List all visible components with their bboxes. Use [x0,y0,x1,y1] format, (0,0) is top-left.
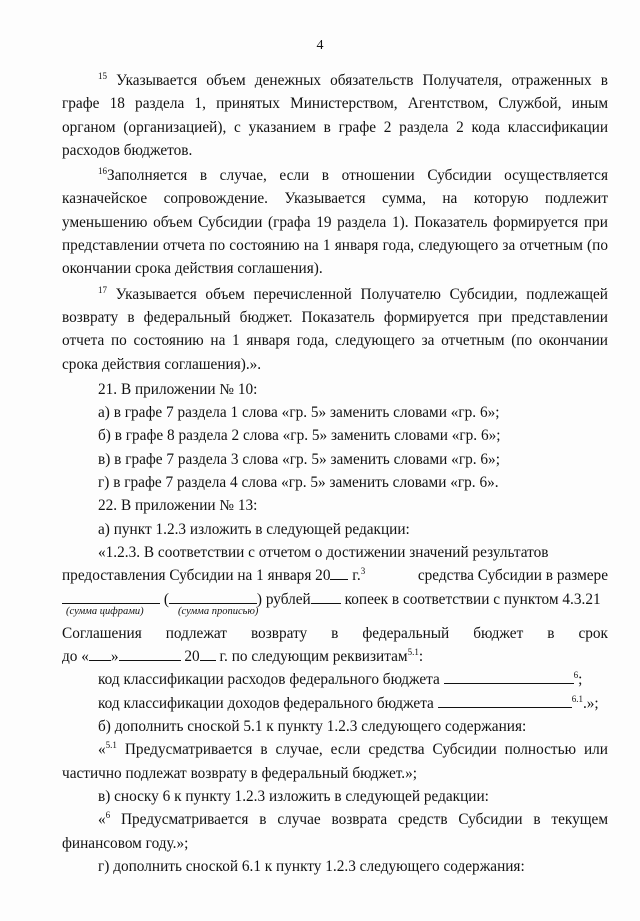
clause-text: г. [348,567,361,585]
clause-text: ; [578,671,583,689]
sum-digits-blank [62,588,160,604]
field-captions [62,605,608,622]
clause-text: предоставления Субсидии на 1 января 20 [62,567,331,585]
clause-text: копеек в соответствии с пунктом 4.3.21 [340,590,601,608]
kbk-expenses-blank [444,668,574,684]
clause-1-2-3 [62,541,608,715]
item-21-heading: 21. В приложении № 10: [98,380,258,398]
clause-text: » [110,648,119,666]
item-22-b: б) дополнить сноской 5.1 к пункту 1.2.3 следующего содержания: [98,718,527,736]
footnote-text: Предусматривается в случае возврата средств Субсидии в текущем финансовом году.»; [62,811,608,852]
clause-word: в [331,624,339,642]
kbk-income-blank [438,692,572,708]
footnote-mark: 15 [98,70,107,81]
item-21-b: б) в графе 8 раздела 2 слова «гр. 5» заменить словами «гр. 6»; [98,427,501,445]
footnote-ref: 6 [573,670,579,681]
clause-text: ) рублей [256,590,311,608]
document-body [62,69,608,878]
year-blank [330,564,348,580]
footnote-17 [62,283,608,376]
footnote-text: Указывается объем перечисленной Получателю Субсидии, подлежащей возврату в федеральный бюджет. Показатель формируется при представлении отчета по состоянию на 1 января года, следующего за отчетным (по окончании срока действия соглашения).». [62,285,608,373]
quote-open: « [98,741,106,759]
item-22-a: а) пункт 1.2.3 изложить в следующей редакции: [98,520,410,538]
clause-line-1: «1.2.3. В соответствии с отчетом о достижении значений результатов [98,543,549,561]
footnote-ref: 6.1 [571,693,583,704]
day-blank [89,645,111,661]
page-number: 4 [316,38,324,53]
footnote-16 [62,164,608,280]
kbk-expenses-line [62,668,608,691]
clause-text: : [418,648,424,666]
clause-word: возврату [250,624,308,642]
item-22-v: в) сноску 6 к пункту 1.2.3 изложить в следующей редакции: [98,787,489,805]
footnote-mark: 16 [98,166,107,177]
footnote-mark: 17 [98,284,107,295]
item-21-g: г) в графе 7 раздела 4 слова «гр. 5» заменить словами «гр. 6». [98,474,499,492]
clause-text: ( [160,590,169,608]
kbk-income-line [62,692,608,715]
clause-word: Соглашения [62,624,142,642]
footnote-text: Заполняется в случае, если в отношении Субсидии осуществляется казначейское сопровождение. Указывается сумма, на которую подлежит уменьшению объем Субсидии (графа 19 раздела 1). Показатель формируется при представлении отчета по состоянию на 1 января года, следующего за отчетным (по окончании срока действия соглашения). [62,167,608,278]
clause-text: до « [62,648,89,666]
clause-text: 20 [180,648,200,666]
item-22-heading: 22. В приложении № 13: [98,497,258,515]
quote-open: « [98,811,106,829]
footnote-text: Указывается объем денежных обязательств Получателя, отраженных в графе 18 раздела 1, принятых Министерством, Агентством, Службой, иным органом (организацией), с указанием в графе 2 раздела 2 кода классификации расходов бюджетов. [62,72,608,159]
footnote-ref: 3 [360,566,366,577]
item-21-v: в) в графе 7 раздела 3 слова «гр. 5» заменить словами «гр. 6»; [98,450,500,468]
month-blank [119,645,181,661]
footnote-5-1 [62,738,608,785]
clause-word: федеральный [362,624,450,642]
footnote-text: Предусматривается в случае, если средства Субсидии полностью или частично подлежат возврату в федеральный бюджет.»; [62,741,608,782]
kopeck-blank [311,588,341,604]
clause-word: подлежат [165,624,227,642]
clause-text: .»; [582,694,599,712]
caption-sum-digits: (сумма цифрами) [66,605,144,617]
item-21-a: а) в графе 7 раздела 1 слова «гр. 5» заменить словами «гр. 6»; [98,404,500,422]
footnote-mark: 6 [105,810,111,821]
clause-text: средства Субсидии в размере [417,567,608,585]
clause-word: срок [578,624,608,642]
footnote-mark: 5.1 [105,740,117,751]
clause-line-2 [62,564,608,587]
clause-word: в [547,624,555,642]
year-blank [200,645,216,661]
clause-line-4 [62,622,608,645]
footnote-6 [62,808,608,855]
caption-sum-words: (сумма прописью) [178,605,259,617]
clause-text: код классификации доходов федерального бюджета [98,694,438,712]
item-22-g: г) дополнить сноской 6.1 к пункту 1.2.3 следующего содержания: [98,857,525,875]
clause-text: код классификации расходов федерального бюджета [98,671,444,689]
clause-word: бюджет [473,624,524,642]
clause-line-5 [62,645,608,668]
footnote-15 [62,69,608,162]
footnote-ref: 5.1 [407,647,419,658]
sum-words-blank [169,588,257,604]
clause-text: г. по следующим реквизитам [215,648,408,666]
